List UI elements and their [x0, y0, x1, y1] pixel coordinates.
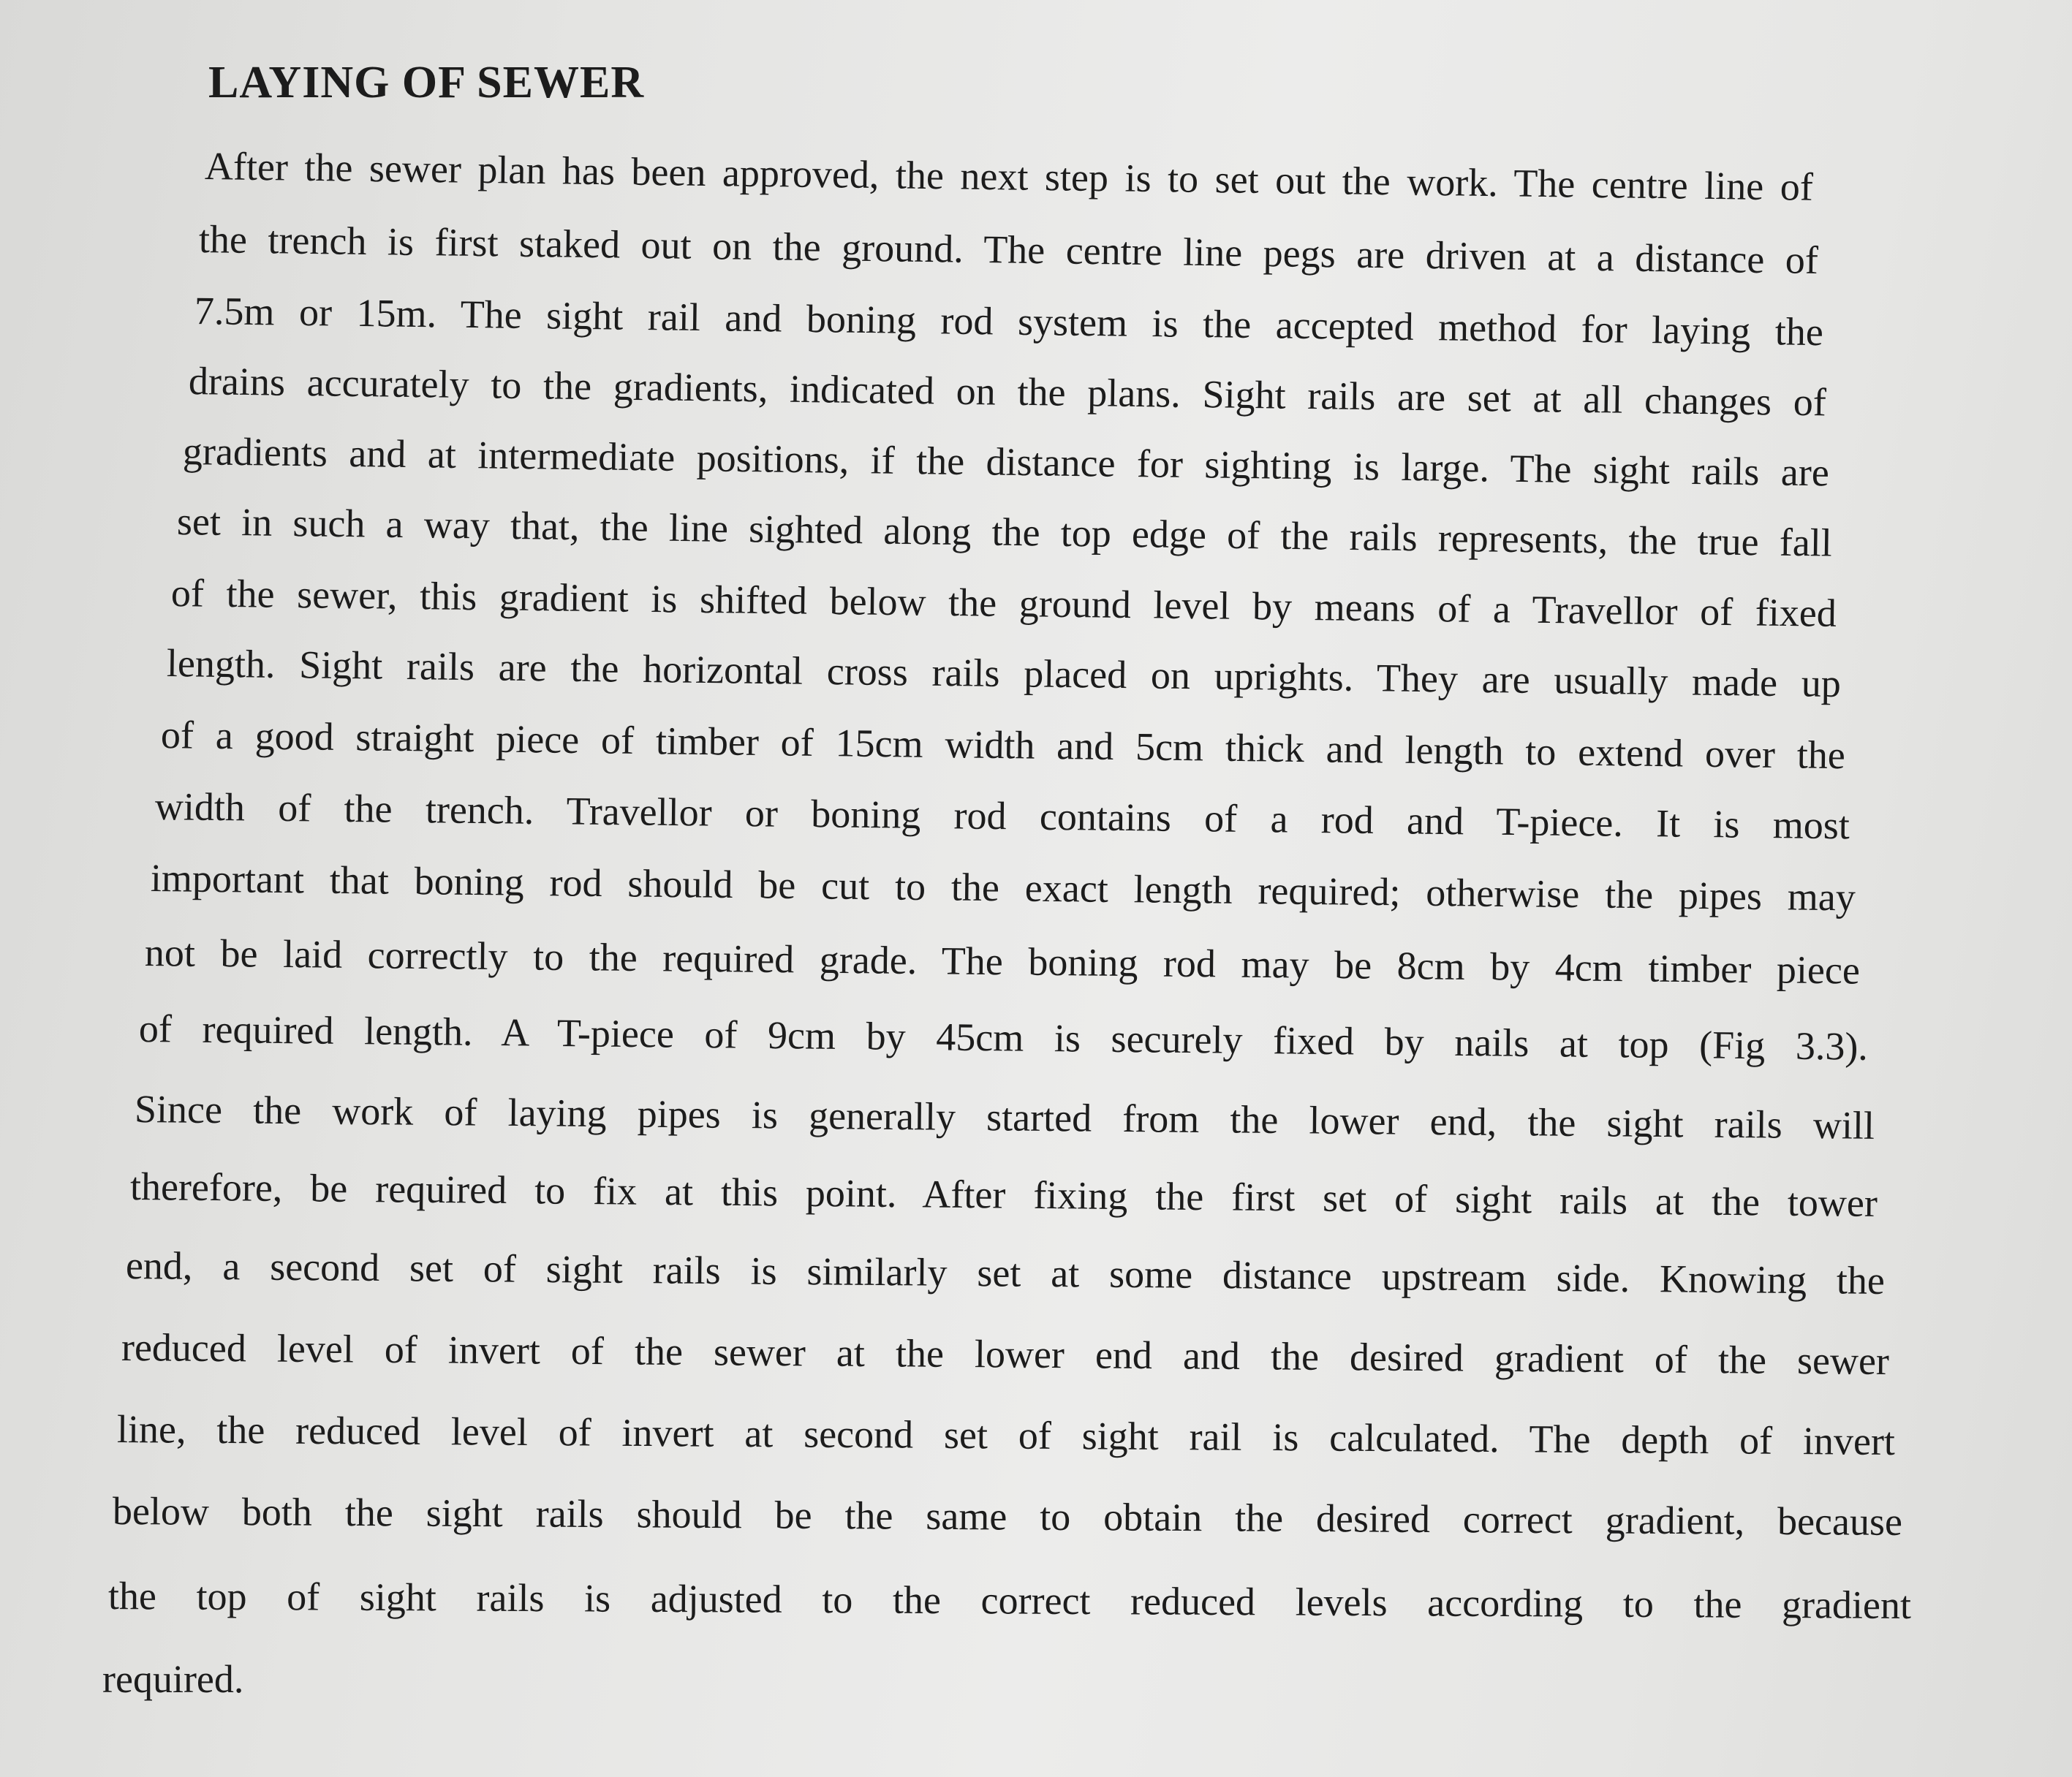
- paragraph-line: below both the sight rails should be the same to obtain the desired correct gradient, because: [112, 1489, 1903, 1544]
- paragraph-line: Since the work of laying pipes is generally started from the lower end, the sight rails will: [134, 1087, 1875, 1148]
- paragraph-line: therefore, be required to fix at this point. After fixing the first set of sight rails at the tower: [129, 1164, 1878, 1225]
- paragraph-line: 7.5m or 15m. The sight rail and boning rod system is the accepted method for laying the: [194, 289, 1824, 355]
- page-title: LAYING OF SEWER: [208, 58, 645, 107]
- paragraph-line: important that boning rod should be cut to the exact length required; otherwise the pipes may: [150, 856, 1856, 920]
- paragraph-line: of required length. A T-piece of 9cm by 45cm is securely fixed by nails at top (Fig 3.3).: [138, 1007, 1869, 1069]
- paragraph-line: reduced level of invert of the sewer at the lower end and the desired gradient of the sewer: [121, 1325, 1890, 1383]
- paragraph-line: drains accurately to the gradients, indicated on the plans. Sight rails are set at all changes of: [188, 359, 1827, 425]
- paragraph-line: width of the trench. Travellor or boning rod contains of a rod and T-piece. It is most: [154, 784, 1850, 848]
- paragraph-line: length. Sight rails are the horizontal cross rails placed on uprights. They are usually made up: [166, 641, 1842, 705]
- paragraph-line: end, a second set of sight rails is similarly set at some distance upstream side. Knowing the: [125, 1243, 1886, 1303]
- paragraph-line: gradients and at intermediate positions, if the distance for sighting is large. The sight rails are: [182, 429, 1830, 495]
- paragraph-line: the top of sight rails is adjusted to the correct reduced levels according to the gradient: [107, 1574, 1912, 1627]
- paragraph-line: required.: [102, 1657, 244, 1701]
- paragraph-line: of the sewer, this gradient is shifted below the ground level by means of a Travellor of fixed: [170, 571, 1837, 635]
- paragraph-line: set in such a way that, the line sighted along the top edge of the rails represents, the true fall: [176, 499, 1833, 565]
- paragraph-line: After the sewer plan has been approved, the next step is to set out the work. The centre line of: [204, 144, 1814, 209]
- paragraph-line: line, the reduced level of invert at second set of sight rail is calculated. The depth of invert: [116, 1407, 1896, 1463]
- paragraph-line: of a good straight piece of timber of 15cm width and 5cm thick and length to extend over the: [160, 713, 1846, 778]
- paragraph-line: not be laid correctly to the required grade. The boning rod may be 8cm by 4cm timber piece: [144, 931, 1861, 993]
- paragraph-line: the trench is first staked out on the ground. The centre line pegs are driven at a distance of: [198, 217, 1819, 282]
